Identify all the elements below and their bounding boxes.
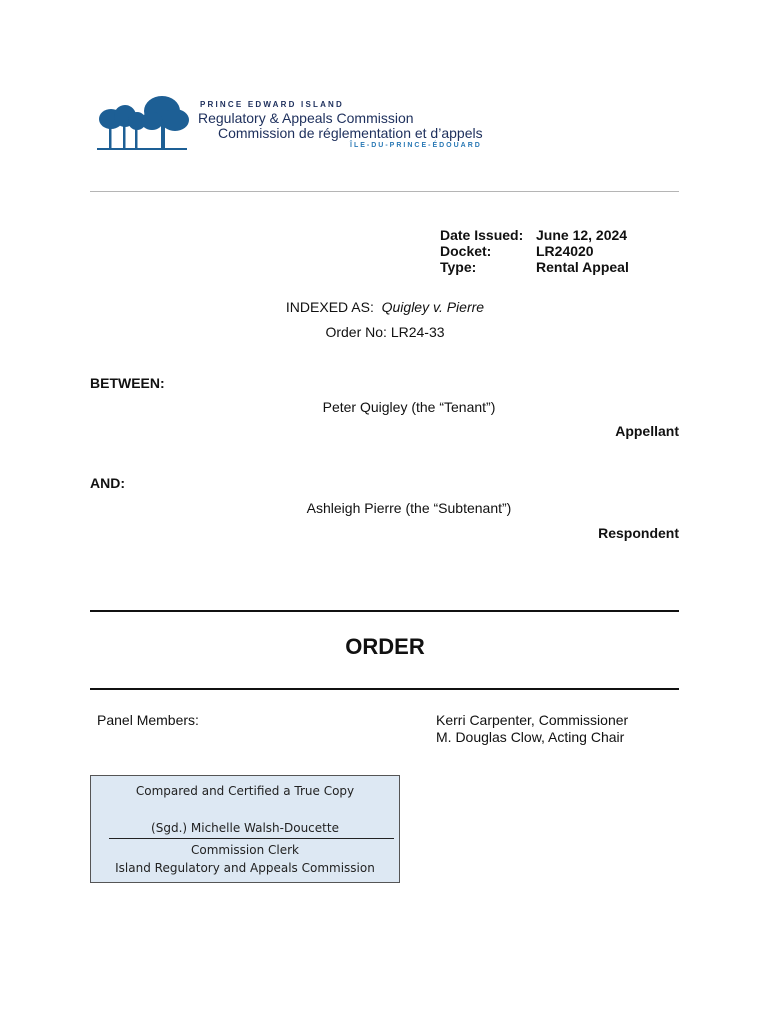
order-divider-top — [90, 610, 679, 612]
panel-member: Kerri Carpenter, Commissioner — [436, 712, 629, 728]
docket-value: LR24020 — [536, 243, 594, 259]
between-label: BETWEEN: — [90, 375, 165, 391]
header-divider — [90, 191, 679, 192]
logo-line-prince-edward-island: PRINCE EDWARD ISLAND — [200, 100, 345, 109]
certified-copy-statement: Compared and Certified a True Copy — [135, 784, 355, 798]
order-divider-bottom — [90, 688, 679, 690]
type-value: Rental Appeal — [536, 259, 629, 275]
indexed-as — [0, 299, 770, 315]
date-issued-value: June 12, 2024 — [536, 227, 628, 243]
order-number: Order No: LR24-33 — [325, 324, 445, 340]
document-meta — [440, 227, 629, 275]
panel-members-list — [436, 712, 628, 746]
commission-name: Island Regulatory and Appeals Commission — [115, 861, 375, 875]
indexed-as-value: Quigley v. Pierre — [381, 299, 485, 315]
date-issued-label: Date Issued: — [440, 227, 524, 243]
panel-member: M. Douglas Clow, Acting Chair — [436, 729, 625, 745]
panel-members-label: Panel Members: — [97, 712, 199, 728]
respondent-role: Respondent — [598, 525, 679, 541]
respondent-name: Ashleigh Pierre (the “Subtenant”) — [306, 500, 512, 516]
docket-label: Docket: — [440, 243, 492, 259]
logo-line-commission-fr: Commission de réglementation et d’appels — [218, 125, 483, 141]
appellant-role: Appellant — [615, 423, 679, 439]
meta-row-date — [440, 227, 629, 243]
logo-line-ile-du-prince-edouard: ÎLE-DU-PRINCE-ÉDOUARD — [350, 142, 482, 149]
type-label: Type: — [440, 259, 477, 275]
clerk-title: Commission Clerk — [190, 843, 299, 857]
indexed-as-label: INDEXED AS: — [285, 299, 374, 315]
appellant-name: Peter Quigley (the “Tenant”) — [322, 399, 496, 415]
meta-row-type — [440, 259, 629, 275]
logo-line-commission-en: Regulatory & Appeals Commission — [198, 110, 414, 126]
signature-line — [109, 838, 394, 839]
certified-copy-box — [90, 775, 400, 883]
meta-row-docket — [440, 243, 629, 259]
order-title: ORDER — [345, 634, 425, 659]
and-label: AND: — [90, 475, 125, 491]
clerk-signature: (Sgd.) Michelle Walsh-Doucette — [151, 821, 339, 835]
